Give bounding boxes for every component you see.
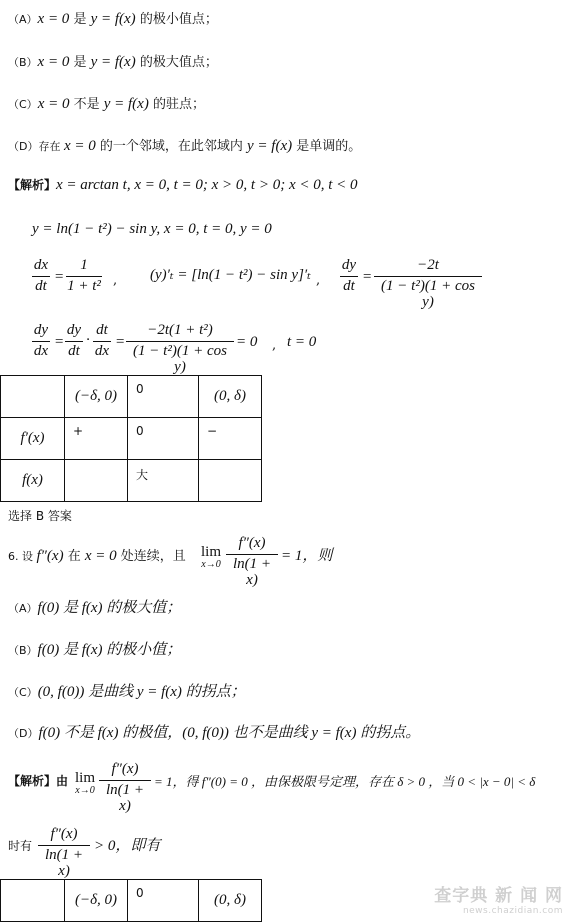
watermark-brand: 查字典 新 闻 网 (434, 886, 563, 906)
table-cell-empty (65, 460, 128, 502)
rhs2-fraction: −2t (1 − t²)(1 + cos y) (374, 258, 482, 310)
q6-option-b: （B）f(0) 是 f(x) 的极小值； (8, 642, 182, 658)
equals-sign: = (115, 334, 126, 350)
table-cell-zero: 0 (128, 418, 199, 460)
q6-when-fraction: f″(x) ln(1 + x) (38, 827, 90, 879)
q6-option-a: （A）f(0) 是 f(x) 的极大值； (8, 600, 182, 616)
q5-sign-table (0, 375, 262, 502)
table-cell-max: 大 (128, 460, 199, 502)
rhs3-tail: = 0 (236, 334, 258, 350)
rhs1-fraction: 1 1 + t² (67, 257, 101, 294)
q6-stem-start: 6. 设 f″(x) 在 x = 0 处连续，且 (8, 548, 186, 564)
table-row-label-fprime: f′(x) (1, 418, 65, 460)
dot-operator: · (86, 332, 90, 348)
site-watermark (434, 881, 563, 916)
table-row-label-f: f(x) (1, 460, 65, 502)
dydx-fraction: dy dx (33, 322, 49, 359)
comma: , (272, 338, 277, 353)
comma: , (316, 273, 321, 288)
q6-when-text: 时有 (8, 839, 33, 853)
q6-limit-fraction: f″(x) ln(1 + x) (226, 536, 278, 588)
q6-solution-tag: 【解析】由 (8, 774, 69, 788)
table-header-zero: 0 (128, 376, 199, 418)
watermark-url: news.chazidian.com (462, 906, 563, 916)
table-corner (1, 880, 65, 922)
equals-sign: = (362, 269, 373, 285)
implicit-derivative: (y)′ₜ = [ln(1 − t²) − sin y]′ₜ (150, 267, 311, 283)
rhs3-fraction: −2t(1 + t²) (1 − t²)(1 + cos y) (126, 323, 234, 375)
q6-stem-tail: = 1，则 (281, 548, 333, 564)
q5-solution-line-1: 【解析】x = arctan t, x = 0, t = 0; x > 0, t > 0; x < 0, t < 0 (8, 177, 358, 193)
q6-solution-fraction: f″(x) ln(1 + x) (99, 762, 151, 814)
q6-solution-limit: lim x→0 (74, 770, 95, 796)
chain-b-fraction: dt dx (94, 322, 110, 359)
equals-sign: = (54, 334, 65, 350)
table-cell-empty (199, 460, 262, 502)
q6-when-tail: > 0，即有 (94, 838, 161, 854)
table-header-right-interval: (0, δ) (199, 376, 262, 418)
q5-solution-line-2: y = ln(1 − t²) − sin y, x = 0, t = 0, y = 0 (32, 221, 272, 237)
comma: , (113, 273, 118, 288)
table-header-zero: 0 (128, 880, 199, 922)
q6-option-d: （D）f(0) 不是 f(x) 的极值，(0, f(0)) 也不是曲线 y = f(x) 的拐点。 (8, 725, 421, 741)
chain-a-fraction: dy dt (66, 322, 82, 359)
table-header-right-interval: (0, δ) (199, 880, 262, 922)
dxdt-fraction: dx dt (33, 257, 49, 294)
table-cell-sign-right: − (199, 418, 262, 460)
table-header-left-interval: (−δ, 0) (65, 880, 128, 922)
q5-option-b: （B）x = 0 是 y = f(x) 的极大值点； (8, 54, 218, 70)
q5-answer: 选择 B 答案 (8, 509, 72, 523)
q6-limit: lim x→0 (200, 544, 221, 570)
q5-option-a: （A）x = 0 是 y = f(x) 的极小值点； (8, 11, 218, 27)
table-header-left-interval: (−δ, 0) (65, 376, 128, 418)
q5-option-c: （C）x = 0 不是 y = f(x) 的驻点； (8, 96, 205, 112)
t-zero: t = 0 (287, 334, 317, 350)
dydt-fraction: dy dt (341, 257, 357, 294)
q6-solution-tail: = 1，得 f″(0) = 0 ，由保极限号定理，存在 δ > 0 ，当 0 < |x − 0| < δ (154, 774, 536, 789)
equals-sign: = (54, 269, 65, 285)
q5-option-d: （D）存在 x = 0 的一个邻域，在此邻域内 y = f(x) 是单调的。 (8, 138, 362, 154)
table-cell-sign-left: + (65, 418, 128, 460)
table-corner (1, 376, 65, 418)
q6-sign-table (0, 879, 262, 922)
q6-option-c: （C）(0, f(0)) 是曲线 y = f(x) 的拐点； (8, 684, 246, 700)
